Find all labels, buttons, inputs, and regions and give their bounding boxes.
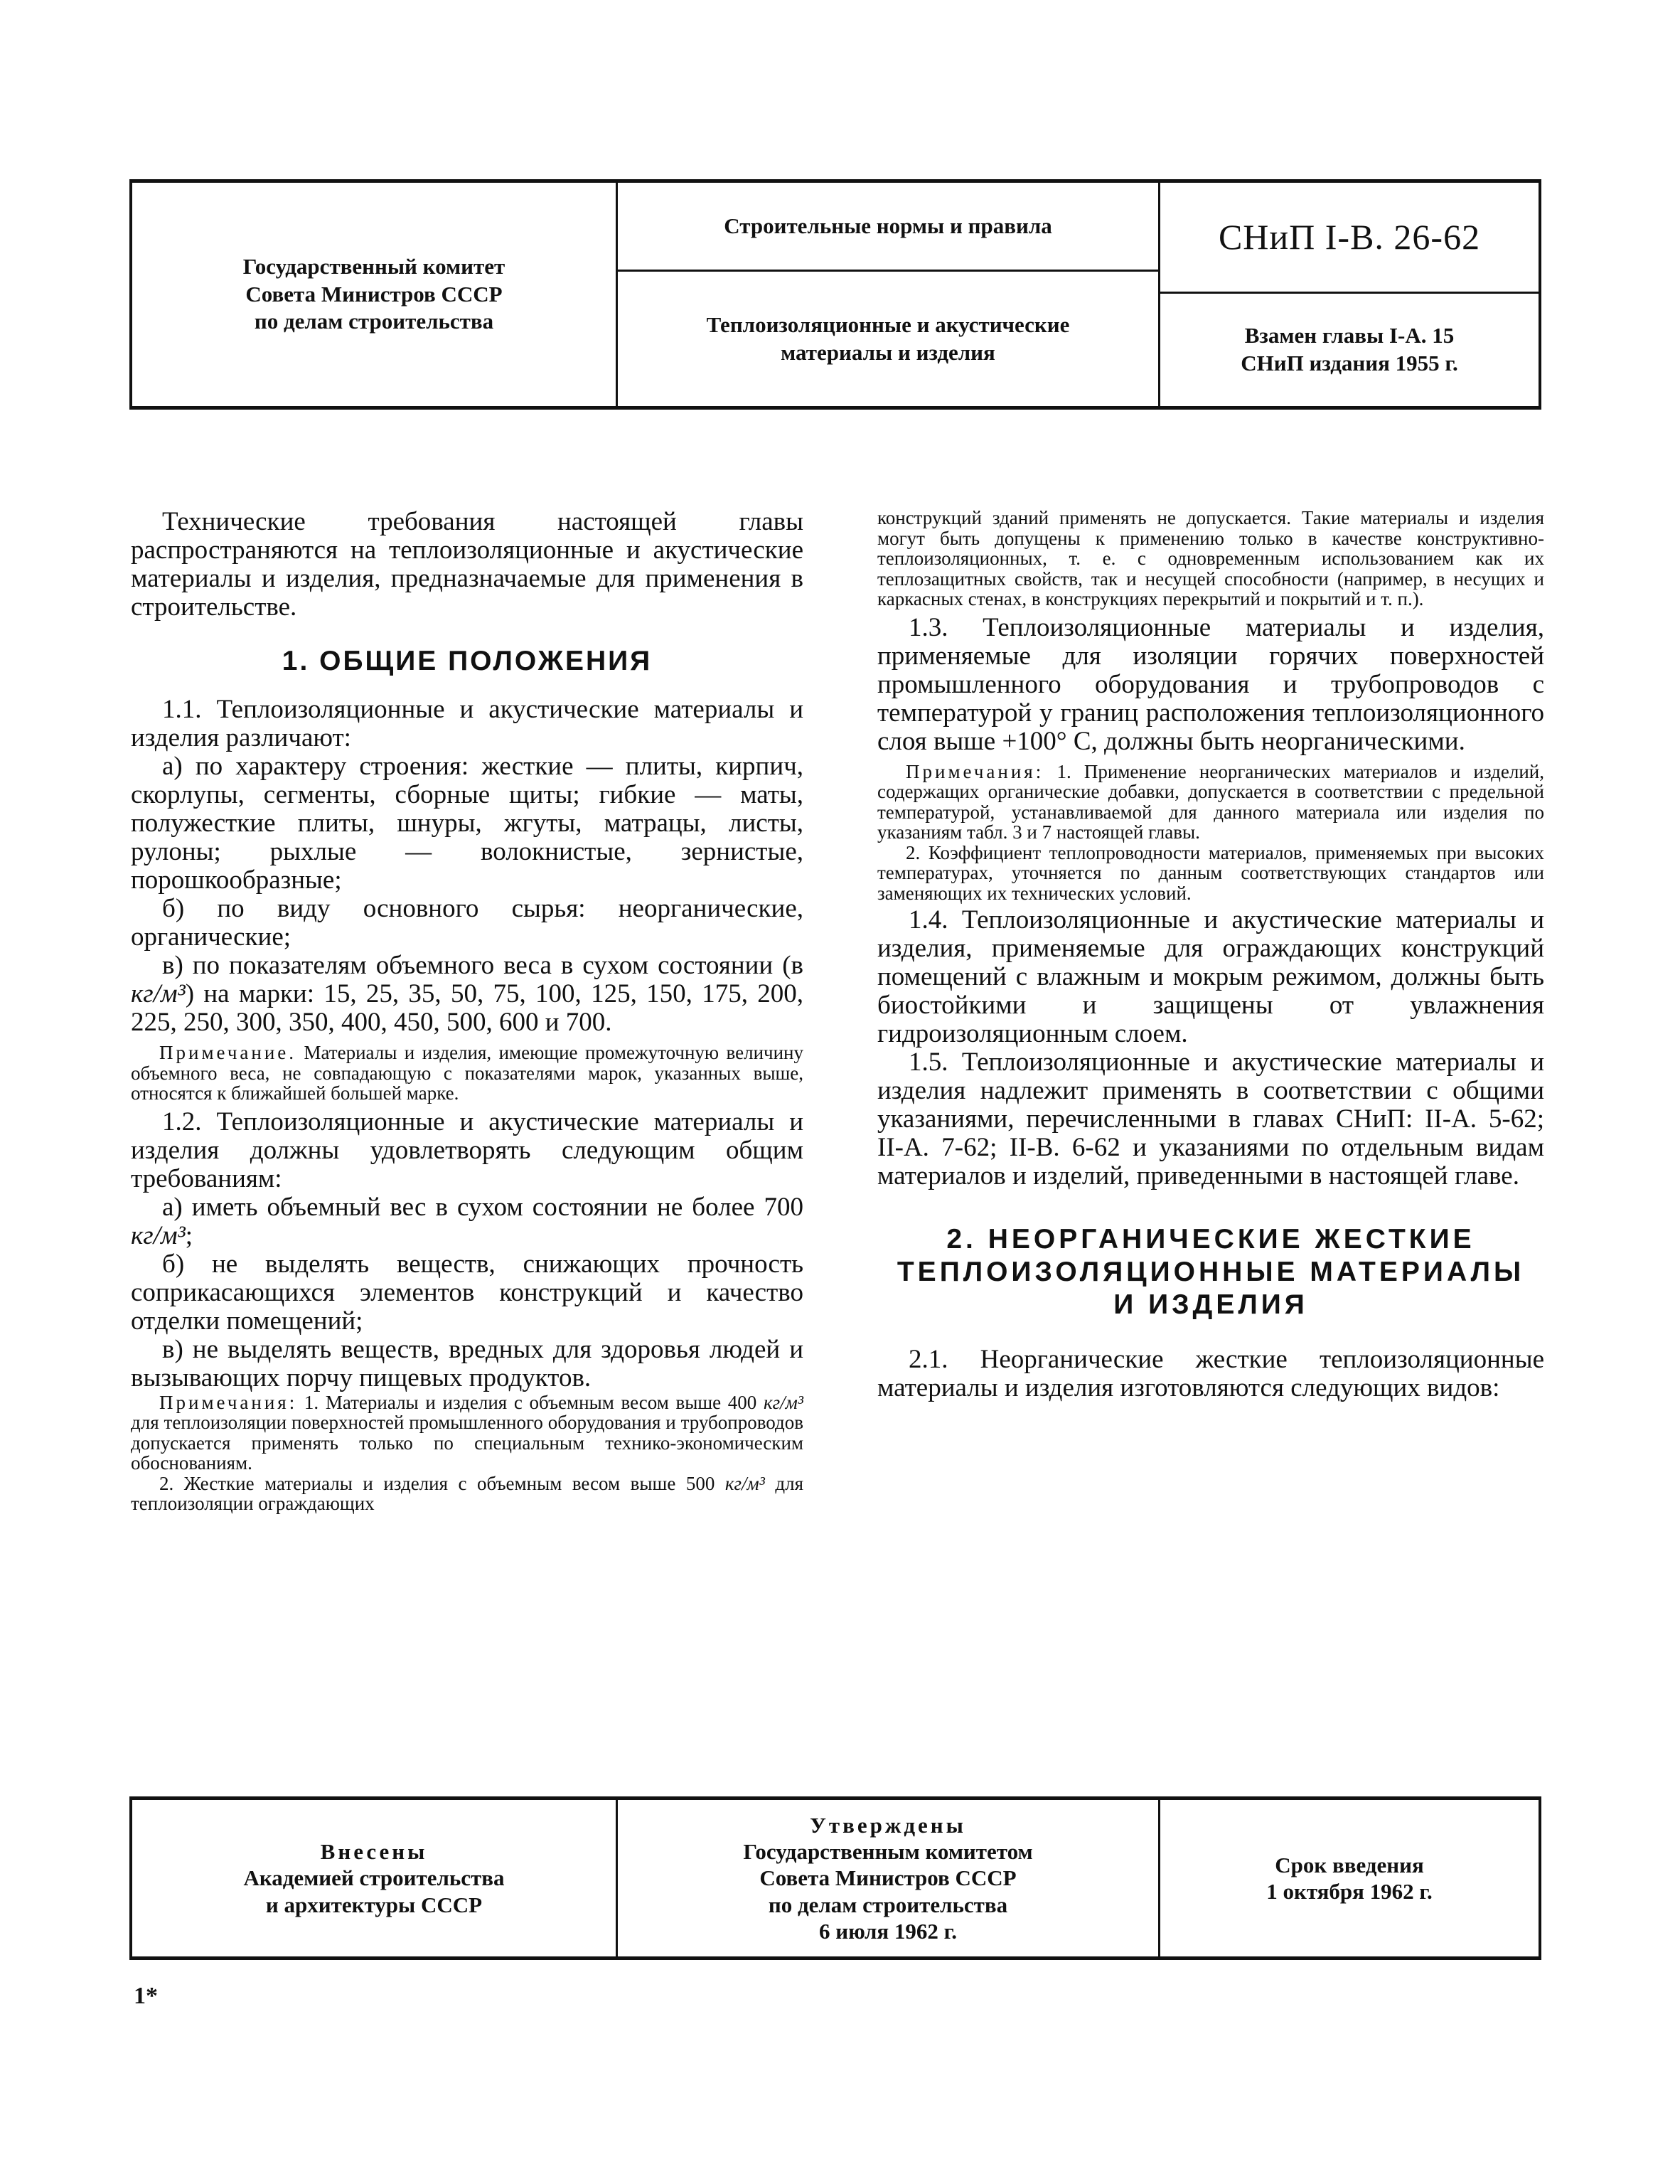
clause-1-5: 1.5. Теплоизоляционные и акустические материалы и изделия надлежит применять в соответствии с общими указаниями, перечисленными в главах СНиП: II-А. 5-62; II-А. 7-62; II-В. 6-62 и указаниями по отдельным видам материалов и изделий, приведенными в настоящей главе. — [877, 1048, 1544, 1190]
note-1-3-2: 2. Коэффициент теплопроводности материалов, применяемых при высоких температурах, уточняется по данным соответствующих стандартов или заменяющих их технических условий. — [877, 841, 1544, 904]
right-column — [877, 508, 1544, 1402]
clause-1-1-b: б) по виду основного сырья: неорганические, органические; — [131, 894, 803, 952]
clause-1-2: 1.2. Теплоизоляционные и акустические материалы и изделия должны удовлетворять следующим общим требованиям: — [131, 1107, 803, 1193]
document-series: Строительные нормы и правила — [724, 213, 1052, 238]
unit: кг/м³ — [764, 1391, 803, 1413]
clause-1-4: 1.4. Теплоизоляционные и акустические материалы и изделия, применяемые для ограждающих конструкций помещений с влажным и мокрым режимом, должны быть биостойкими и защищены от увлажнения гидроизоляционным слоем. — [877, 905, 1544, 1048]
chapter-title: Теплоизоляционные и акустические материалы и изделия — [706, 311, 1070, 365]
clause-1-1-c: в) по показателям объемного веса в сухом состоянии (в кг/м³) на марки: 15, 25, 35, 50, 75, 100, 125, 150, 175, 200, 225, 250, 300, 350, 400, 450, 500, 600 и 700. — [131, 951, 803, 1037]
left-column — [131, 508, 803, 1514]
footer-table — [129, 1796, 1541, 1960]
clause-1-1: 1.1. Теплоизоляционные и акустические материалы и изделия различают: — [131, 695, 803, 752]
note-1-2-2: 2. Жесткие материалы и изделия с объемным весом выше 500 кг/м³ для теплоизоляции ограждающих — [131, 1472, 803, 1514]
unit: кг/м³ — [131, 979, 186, 1008]
intro-paragraph: Технические требования настоящей главы распространяются на теплоизоляционные и акустические материалы и изделия, предназначаемые для применения в строительстве. — [131, 507, 803, 622]
unit: кг/м³ — [724, 1472, 765, 1494]
note-1-2-2-continued: конструкций зданий применять не допускается. Такие материалы и изделия могут быть допущены к применению только в качестве конструктивно-теплоизоляционных, т. е. с одновременным использованием как их теплозащитных свойств, так и несущей способности (например, в несущих и каркасных стенах, в конструкциях перекрытий и покрытий и т. п.). — [877, 507, 1544, 609]
clause-1-3: 1.3. Теплоизоляционные материалы и изделия, применяемые для изоляции горячих поверхностей промышленного оборудования и трубопроводов с температурой у границ расположения теплоизоляционного слоя выше +100° С, должны быть неорганическими. — [877, 612, 1544, 756]
section-1-heading: 1. ОБЩИЕ ПОЛОЖЕНИЯ — [282, 646, 653, 676]
approved-by: Утверждены Государственным комитетом Совета Министров СССР по делам строительства 6 июля 1962 г. — [743, 1813, 1033, 1944]
document-code: СНиП I-В. 26-62 — [1218, 217, 1481, 257]
effective-date: Срок введения 1 октября 1962 г. — [1266, 1852, 1433, 1904]
note-1-1: Примечание. Материалы и изделия, имеющие промежуточную величину объемного веса, не совпадающую с показателями марок, указанных выше, относятся к ближайшей большей марке. — [131, 1042, 803, 1104]
notes-1-2: Примечания: 1. Материалы и изделия с объемным весом выше 400 кг/м³ для теплоизоляции поверхностей промышленного оборудования и трубопроводов допускается применять только по специальным технико-экономическим обоснованиям. — [131, 1391, 803, 1474]
clause-1-2-b: б) не выделять веществ, снижающих прочность соприкасающихся элементов конструкций и качество отделки помещений; — [131, 1249, 803, 1336]
clause-1-2-a: а) иметь объемный вес в сухом состоянии не более 700 кг/м³; — [131, 1192, 803, 1250]
replaces-note: Взамен главы I-А. 15 СНиП издания 1955 г. — [1241, 323, 1458, 375]
clause-1-1-a: а) по характеру строения: жесткие — плиты, кирпич, скорлупы, сегменты, сборные щиты; гибкие — маты, полужесткие плиты, шнуры, жгуты, матрацы, листы, рулоны; рыхлые — волокнистые, зернистые, порошкообразные; — [131, 752, 803, 895]
header-table — [129, 179, 1541, 410]
page-mark: 1* — [134, 1983, 158, 2009]
notes-1-3: Примечания: 1. Применение неорганических материалов и изделий, содержащих органические добавки, допускается в соответствии с предельной температурой, устанавливаемой для данного материала или изделия по указаниям табл. 3 и 7 настоящей главы. — [877, 760, 1544, 843]
introduced-by: Внесены Академией строительства и архитектуры СССР — [243, 1839, 505, 1917]
unit: кг/м³ — [131, 1220, 186, 1250]
clause-1-2-c: в) не выделять веществ, вредных для здоровья людей и вызывающих порчу пищевых продуктов. — [131, 1334, 803, 1392]
clause-2-1: 2.1. Неорганические жесткие теплоизоляционные материалы и изделия изготовляются следующих видов: — [877, 1345, 1544, 1402]
section-2-heading: 2. НЕОРГАНИЧЕСКИЕ ЖЕСТКИЕ ТЕПЛОИЗОЛЯЦИОННЫЕ МАТЕРИАЛЫ И ИЗДЕЛИЯ — [897, 1224, 1525, 1320]
issuing-authority: Государственный комитет Совета Министров СССР по делам строительства — [242, 253, 505, 334]
